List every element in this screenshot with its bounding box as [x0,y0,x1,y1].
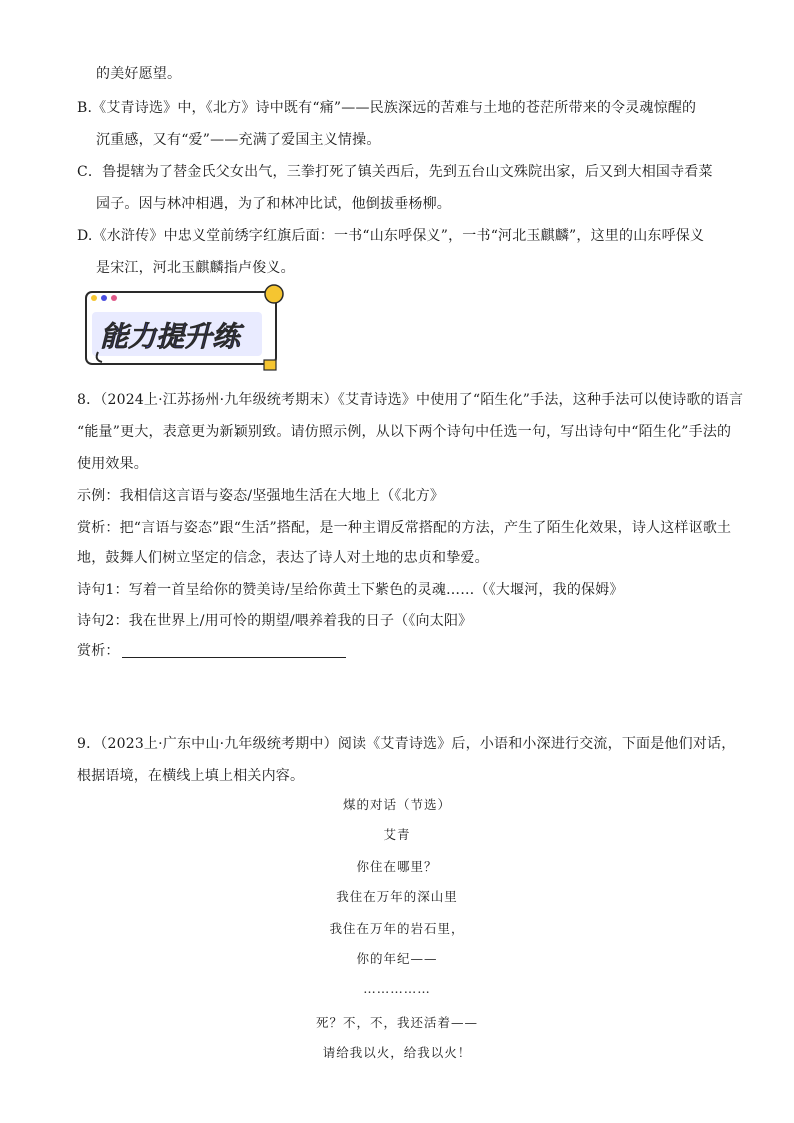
banner-title: 能力提升练 [100,320,241,353]
q8-verse2: 诗句2：我在世界上/用可怜的期望/喂养着我的日子（《向太阳》 [77,613,473,629]
option-d-line2: 是宋江，河北玉麒麟指卢俊义。 [96,260,295,276]
option-b-line1: B.《艾青诗选》中，《北方》诗中既有“痛”——民族深远的苦难与土地的苍茫所带来的令灵魂惊醒的 [77,100,697,116]
banner-corner-block [264,360,276,370]
poem-line: 我住在万年的岩石里， [329,921,465,936]
poem-ellipsis: …………… [363,981,431,996]
option-d-line1: D.《水浒传》中忠义堂前绣字红旗后面：一书“山东呼保义”，一书“河北玉麒麟”，这里的山东呼保义 [77,228,705,244]
q8-line3: 使用效果。 [77,456,148,472]
section-banner [84,284,288,374]
poem-author: 艾青 [383,827,411,842]
q8-verse1: 诗句1：写着一首呈给你的赞美诗/呈给你黄土下紫色的灵魂……（《大堰河，我的保姆》 [77,582,624,598]
q8-analysis-line1: 赏析：把“言语与姿态”跟“生活”搭配，是一种主谓反常搭配的方法，产生了陌生化效果，诗人这样讴歌土 [77,520,732,536]
option-b-line2: 沉重感，又有“爱”——充满了爱国主义情操。 [96,132,381,148]
poem-line: 你的年纪—— [356,951,438,966]
q8-line1: 8．（2024上·江苏扬州·九年级统考期末）《艾青诗选》中使用了“陌生化”手法，这种手法可以使诗歌的语言 [77,392,744,408]
banner-dot-pink [111,295,117,301]
poem-title: 煤的对话（节选） [342,797,451,812]
q8-analysis-line2: 地，鼓舞人们树立坚定的信念，表达了诗人对土地的忠贞和挚爱。 [77,550,489,566]
q9-line2: 根据语境，在横线上填上相关内容。 [77,768,305,784]
banner-dot-blue [101,295,107,301]
option-a-tail: 的美好愿望。 [96,66,182,82]
q8-example: 示例：我相信这言语与姿态/坚强地生活在大地上（《北方》 [77,488,445,504]
q9-line1: 9．（2023上·广东中山·九年级统考期中）阅读《艾青诗选》后，小语和小深进行交流，下面是他们对话， [77,736,736,752]
q8-line2: “能量”更大，表意更为新颖别致。请仿照示例，从以下两个诗句中任选一句，写出诗句中“陌生化”手法的 [77,424,732,440]
q8-answer-row [77,641,346,661]
q8-answer-blank[interactable] [122,643,346,658]
banner-circle-icon [265,285,283,303]
poem-line: 你住在哪里？ [356,859,438,874]
poem-line: 死？不，不，我还活着—— [315,1015,478,1030]
poem-line: 我住在万年的深山里 [336,889,458,904]
q8-answer-label: 赏析： [77,643,120,659]
banner-dot-yellow [91,295,97,301]
poem-line: 请给我以火，给我以火！ [322,1045,472,1060]
option-c-line2: 园子。因与林冲相遇，为了和林冲比试，他倒拔垂杨柳。 [96,196,451,212]
option-c-line1: C．鲁提辖为了替金氏父女出气，三拳打死了镇关西后，先到五台山文殊院出家，后又到大相国寺看菜 [77,164,713,180]
